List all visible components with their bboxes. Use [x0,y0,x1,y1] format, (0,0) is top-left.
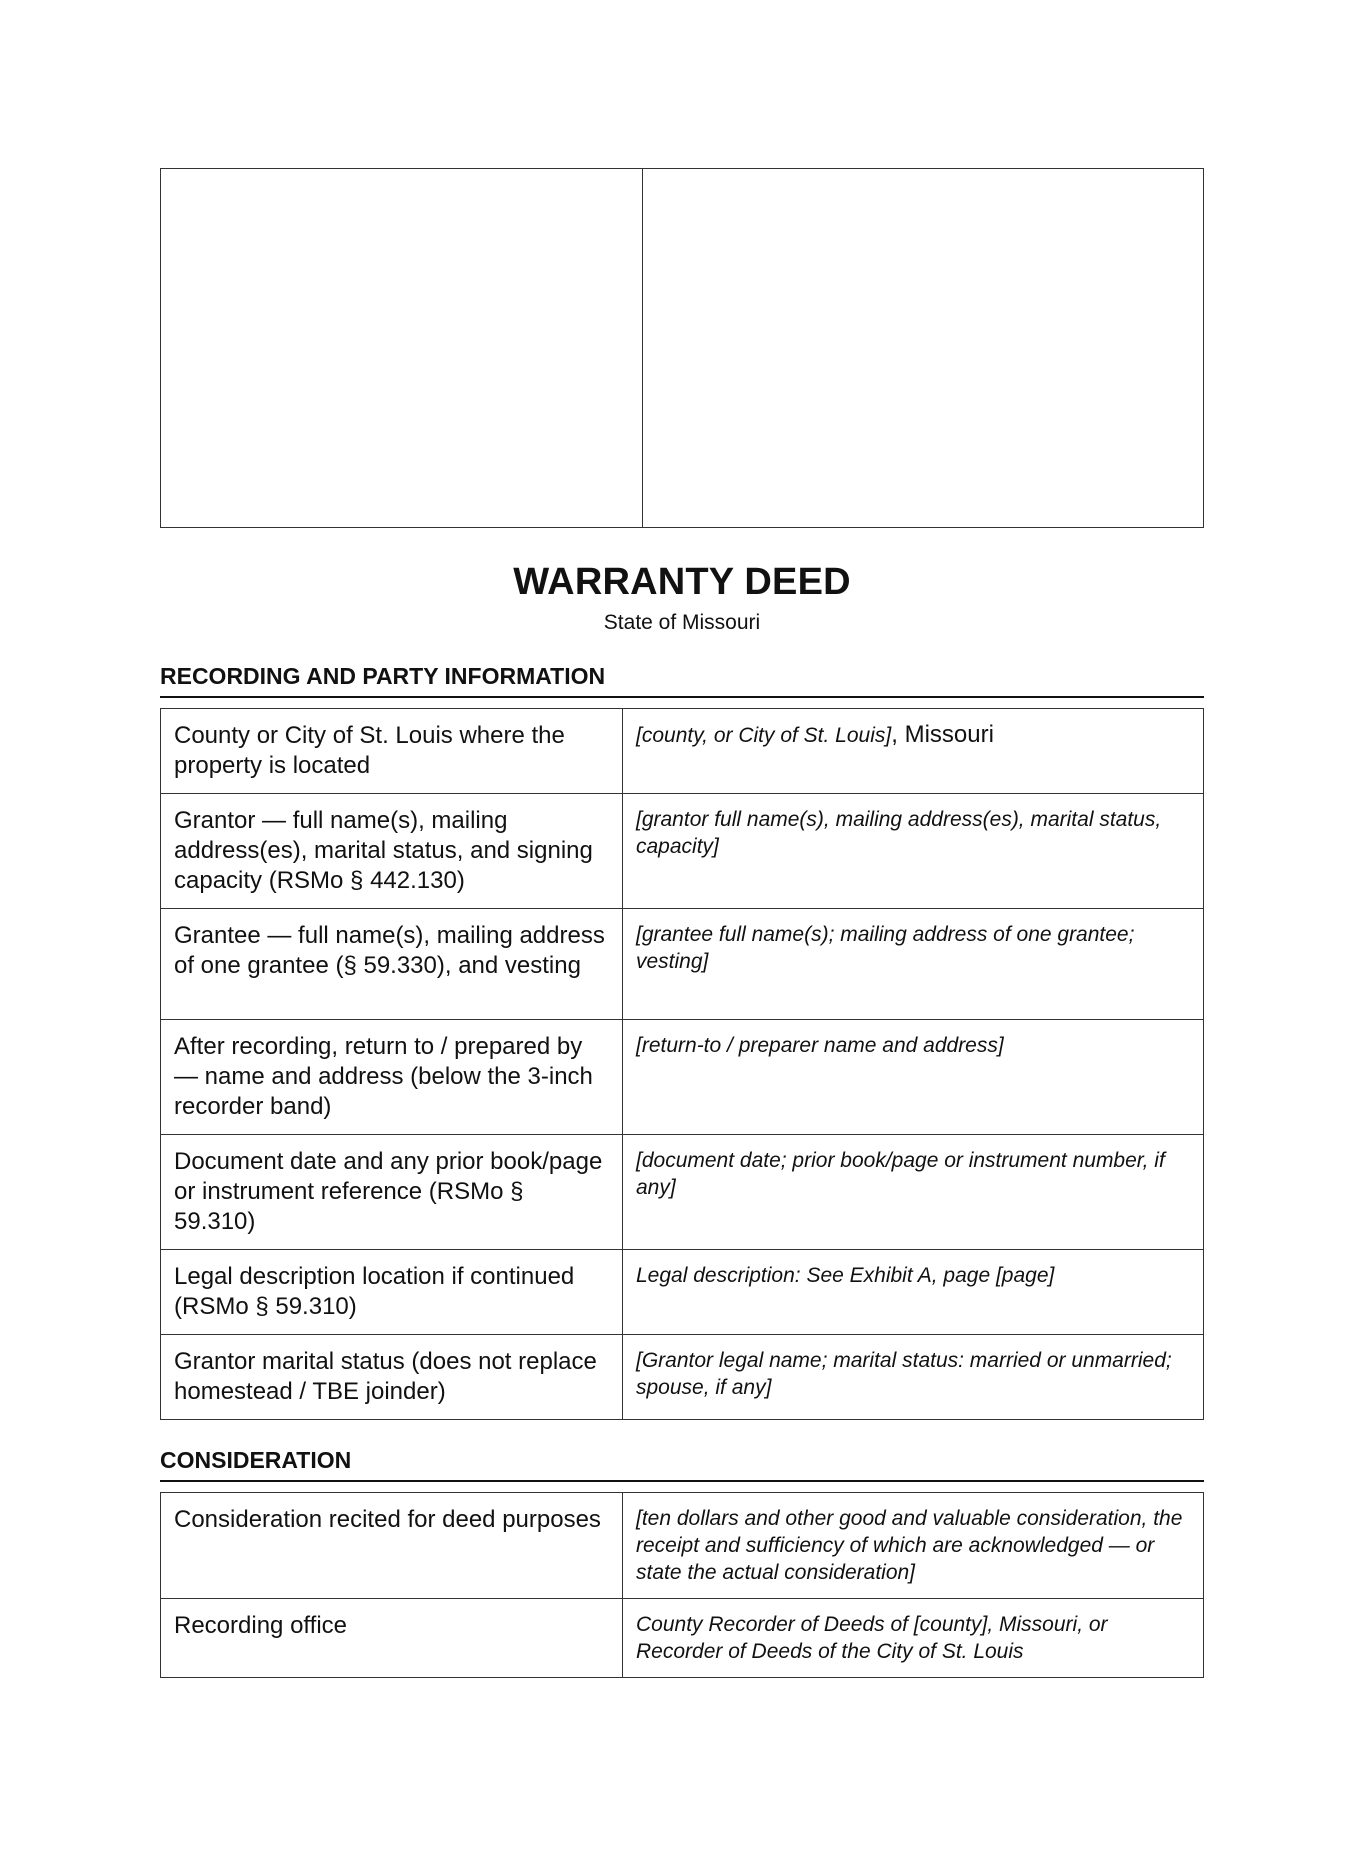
table-row [161,1250,1204,1335]
recorder-band-left-box [161,169,643,527]
table-row [161,1599,1204,1678]
row-label: Grantor marital status (does not replace homestead / TBE joinder) [161,1335,623,1420]
row-label: Grantor — full name(s), mailing address(es), marital status, and signing capacity (RSMo § 442.130) [161,794,623,909]
row-value [623,709,1204,794]
row-label: After recording, return to / prepared by — name and address (below the 3-inch recorder band) [161,1020,623,1135]
row-value: Legal description: See Exhibit A, page [page] [623,1250,1204,1335]
recorder-band [160,168,1204,528]
document-title: WARRANTY DEED [513,561,851,603]
row-label: Grantee — full name(s), mailing address of one grantee (§ 59.330), and vesting [161,909,623,1020]
recording-info-table [160,708,1204,1420]
table-row [161,1493,1204,1599]
table-row [161,794,1204,909]
row-label: Legal description location if continued (RSMo § 59.310) [161,1250,623,1335]
row-label: Recording office [161,1599,623,1678]
table-row [161,909,1204,1020]
consideration-table [160,1492,1204,1678]
recorder-band-right-box [643,169,1203,527]
row-value: County Recorder of Deeds of [county], Missouri, or Recorder of Deeds of the City of St. Louis [623,1599,1204,1678]
table-row [161,1135,1204,1250]
row-value: [grantor full name(s), mailing address(es), marital status, capacity] [623,794,1204,909]
row-label: Consideration recited for deed purposes [161,1493,623,1599]
row-label: Document date and any prior book/page or instrument reference (RSMo § 59.310) [161,1135,623,1250]
county-placeholder: [county, or City of St. Louis] [636,724,892,747]
row-label: County or City of St. Louis where the property is located [161,709,623,794]
document-subtitle: State of Missouri [603,611,761,634]
row-value: [ten dollars and other good and valuable consideration, the receipt and sufficiency of which are acknowledged — or state the actual consideration] [623,1493,1204,1599]
row-value: [Grantor legal name; marital status: married or unmarried; spouse, if any] [623,1335,1204,1420]
table-row [161,1020,1204,1135]
row-value: [document date; prior book/page or instrument number, if any] [623,1135,1204,1250]
table-row [161,709,1204,794]
row-value: [grantee full name(s); mailing address of one grantee; vesting] [623,909,1204,1020]
recording-section-heading: RECORDING AND PARTY INFORMATION [160,662,1204,698]
table-row [161,1335,1204,1420]
consideration-section-heading: CONSIDERATION [160,1446,1204,1482]
deed-page [160,168,1204,1678]
state-suffix: , Missouri [891,721,994,748]
row-value: [return-to / preparer name and address] [623,1020,1204,1135]
